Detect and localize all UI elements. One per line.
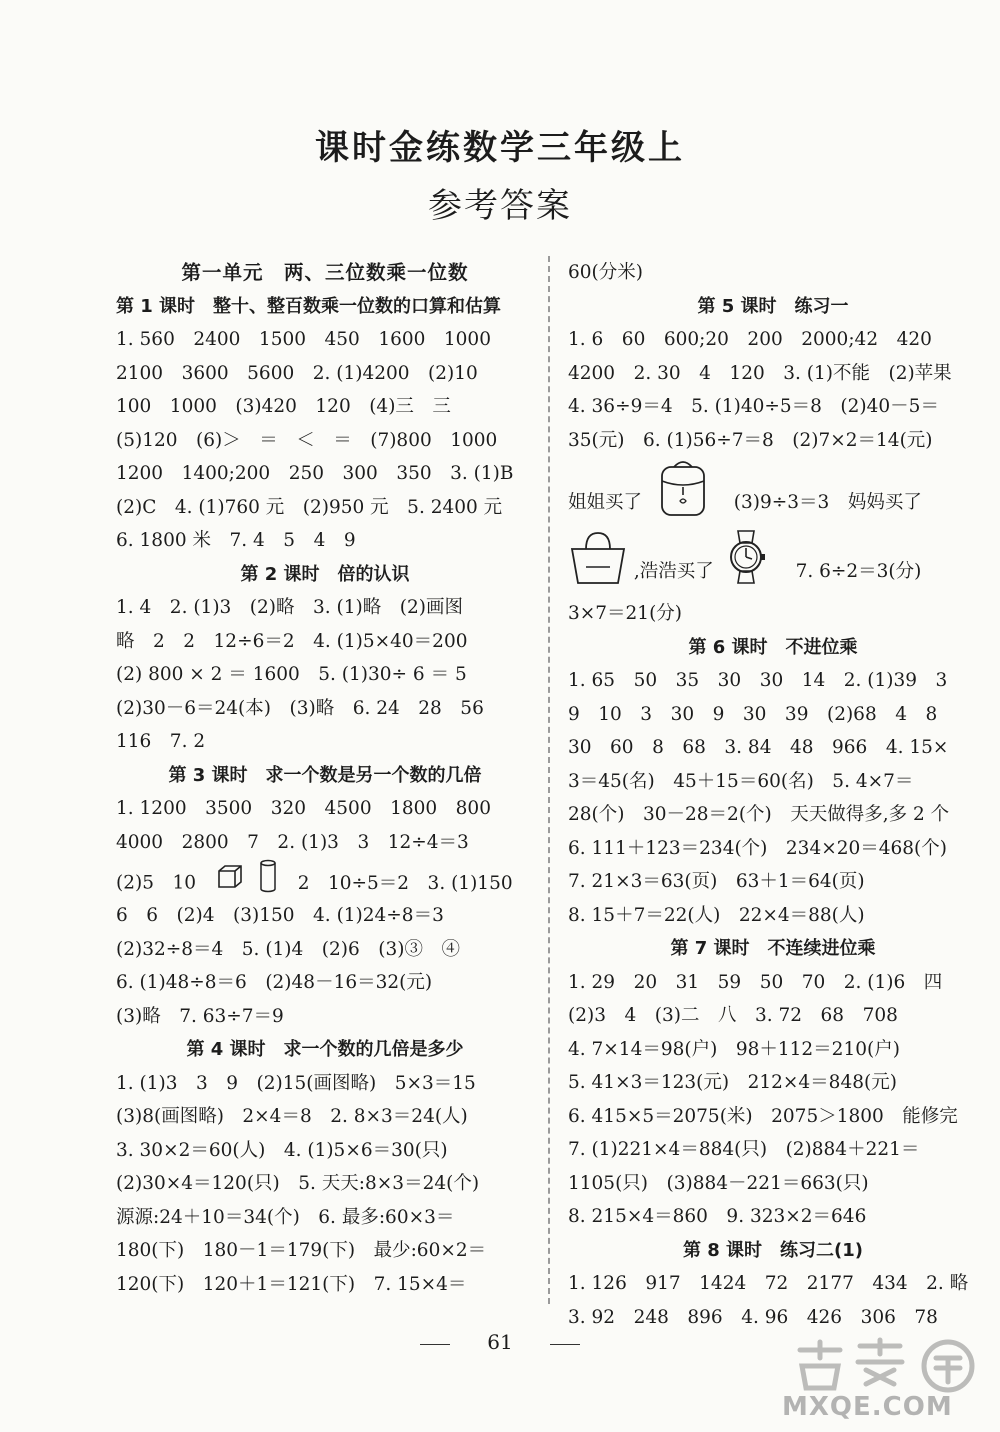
- lesson-heading: 第 6 课时 不进位乘: [688, 636, 858, 658]
- book-title: 课时金练数学三年级上: [315, 128, 685, 168]
- answer-line-with-bag-and-watch: [568, 527, 978, 597]
- footer-rule-right: [550, 1344, 580, 1345]
- lesson-heading: 第 7 课时 不连续进位乘: [670, 938, 876, 959]
- answer-line: 1. 65 50 35 30 30 14 2. (1)39 3: [568, 670, 948, 691]
- answer-line: 8. 15＋7＝22(人) 22×4＝88(人): [568, 904, 865, 926]
- answer-line: 7. (1)221×4＝884(只) (2)884＋221＝: [568, 1139, 920, 1160]
- answer-line: 5. 41×3＝123(元) 212×4＝848(元): [568, 1072, 897, 1093]
- answer-line: 116 7. 2: [116, 731, 206, 752]
- answer-text: 姐姐买了: [568, 492, 643, 513]
- answer-line: 4200 2. 30 4 120 3. (1)不能 (2)苹果: [568, 362, 952, 384]
- backpack-icon: [652, 457, 714, 527]
- answer-line: (2)30－6＝24(本) (3)略 6. 24 28 56: [116, 697, 484, 719]
- answer-line: 1. 126 917 1424 72 2177 434 2. 略: [568, 1273, 969, 1294]
- answer-line: 7. 21×3＝63(页) 63＋1＝64(页): [568, 871, 865, 892]
- answer-line: 4. 36÷9＝4 5. (1)40÷5＝8 (2)40－5＝: [568, 396, 939, 417]
- answer-line: 略 2 2 12÷6＝2 4. (1)5×40＝200: [116, 630, 468, 652]
- lesson-heading: 第 2 课时 倍的认识: [240, 563, 410, 585]
- answer-line: 3×7＝21(分): [568, 603, 683, 624]
- lesson-heading: 第 1 课时 整十、整百数乘一位数的口算和估算: [116, 295, 502, 317]
- answer-line: 180(下) 180－1＝179(下) 最少:60×2＝: [116, 1240, 487, 1261]
- answer-text: 7. 6÷2＝3(分): [795, 561, 922, 582]
- answer-line: (2) 800 × 2 ＝ 1600 5. (1)30÷ 6 ＝ 5: [116, 664, 467, 685]
- answer-text: ,浩浩买了: [633, 561, 714, 582]
- answer-line-with-backpack: [568, 457, 978, 527]
- answer-line: 6. 111＋123＝234(个) 234×20＝468(个): [568, 837, 947, 859]
- answer-line: 4000 2800 7 2. (1)3 3 12÷4＝3: [116, 831, 469, 853]
- answer-line: (5)120 (6)＞ ＝ ＜ ＝ (7)800 1000: [116, 429, 498, 451]
- answer-line: 6. 415×5＝2075(米) 2075＞1800 能修完: [568, 1105, 958, 1127]
- answer-line: 1. 6 60 600;20 200 2000;42 420: [568, 329, 932, 350]
- lesson-heading: 第 8 课时 练习二(1): [682, 1239, 864, 1261]
- answer-line: 4. 7×14＝98(户) 98＋112＝210(户): [568, 1038, 900, 1060]
- answer-line-with-shapes: [116, 859, 534, 899]
- lesson-heading: 第 4 课时 求一个数的几倍是多少: [186, 1039, 464, 1060]
- answer-line: 8. 215×4＝860 9. 323×2＝646: [568, 1206, 867, 1227]
- answer-line: (2)32÷8＝4 5. (1)4 (2)6 (3)③ ④: [116, 938, 460, 960]
- unit-heading: 第一单元 两、三位数乘一位数: [181, 261, 469, 284]
- answer-line: 100 1000 (3)420 120 (4)三 三: [116, 396, 451, 417]
- answer-line: 60(分米): [568, 262, 643, 283]
- answer-line: 6 6 (2)4 (3)150 4. (1)24÷8＝3: [116, 905, 444, 926]
- answer-line: (3)略 7. 63÷7＝9: [116, 1005, 284, 1027]
- right-column: [568, 256, 978, 1334]
- answer-line: 源源:24＋10＝34(个) 6. 最多:60×3＝: [116, 1206, 455, 1228]
- answer-line: 3. 30×2＝60(人) 4. (1)5×6＝30(只): [116, 1139, 448, 1161]
- answer-line: 2100 3600 5600 2. (1)4200 (2)10: [116, 362, 478, 384]
- answer-line: 28(个) 30－28＝2(个) 天天做得多,多 2 个: [568, 804, 950, 825]
- cube-icon: [216, 863, 244, 899]
- left-column: [116, 256, 534, 1301]
- answer-line: 6. 1800 米 7. 4 5 4 9: [116, 530, 356, 551]
- cylinder-icon: [258, 859, 278, 899]
- answer-line: (2)C 4. (1)760 元 (2)950 元 5. 2400 元: [116, 496, 503, 518]
- answer-line: 1. (1)3 3 9 (2)15(画图略) 5×3＝15: [116, 1072, 476, 1094]
- lesson-heading: 第 3 课时 求一个数是另一个数的几倍: [168, 764, 482, 786]
- answer-text: 2 10÷5＝2 3. (1)150: [297, 872, 513, 894]
- lesson-heading: 第 5 课时 练习一: [697, 295, 849, 317]
- answer-line: (2)3 4 (3)二 八 3. 72 68 708: [568, 1005, 898, 1026]
- watermark-text: MXQE.COM: [782, 1392, 953, 1422]
- answer-line: 3＝45(名) 45＋15＝60(名) 5. 4×7＝: [568, 770, 914, 792]
- answer-text: (3)9÷3＝3 妈妈买了: [733, 492, 922, 513]
- answer-line: 1. 1200 3500 320 4500 1800 800: [116, 798, 491, 819]
- answer-line: 1. 560 2400 1500 450 1600 1000: [116, 329, 491, 350]
- answer-line: 1. 4 2. (1)3 (2)略 3. (1)略 (2)画图: [116, 597, 463, 618]
- answer-line: 35(元) 6. (1)56÷7＝8 (2)7×2＝14(元): [568, 429, 933, 451]
- answer-line: (2)30×4＝120(只) 5. 天天:8×3＝24(个): [116, 1173, 480, 1194]
- handbag-icon: [568, 527, 628, 597]
- footer-rule-left: [420, 1344, 450, 1345]
- answer-line: 1. 29 20 31 59 50 70 2. (1)6 四: [568, 971, 943, 993]
- answer-line: (3)8(画图略) 2×4＝8 2. 8×3＝24(人): [116, 1106, 468, 1127]
- answer-line: 120(下) 120＋1＝121(下) 7. 15×4＝: [116, 1273, 467, 1295]
- answer-line: 1105(只) (3)884－221＝663(只): [568, 1172, 869, 1194]
- answer-line: 9 10 3 30 9 30 39 (2)68 4 8: [568, 703, 938, 725]
- watch-icon: [722, 527, 770, 597]
- answer-line: 30 60 8 68 3. 84 48 966 4. 15×: [568, 737, 949, 758]
- answer-key-title: 参考答案: [428, 186, 572, 226]
- answer-text: (2)5 10: [116, 872, 197, 894]
- column-divider: [548, 256, 550, 1304]
- answer-line: 1200 1400;200 250 300 350 3. (1)B: [116, 463, 514, 484]
- answer-line: 6. (1)48÷8＝6 (2)48－16＝32(元): [116, 972, 433, 993]
- page-number: 61: [487, 1330, 513, 1354]
- answer-line: 3. 92 248 896 4. 96 426 306 78: [568, 1306, 938, 1328]
